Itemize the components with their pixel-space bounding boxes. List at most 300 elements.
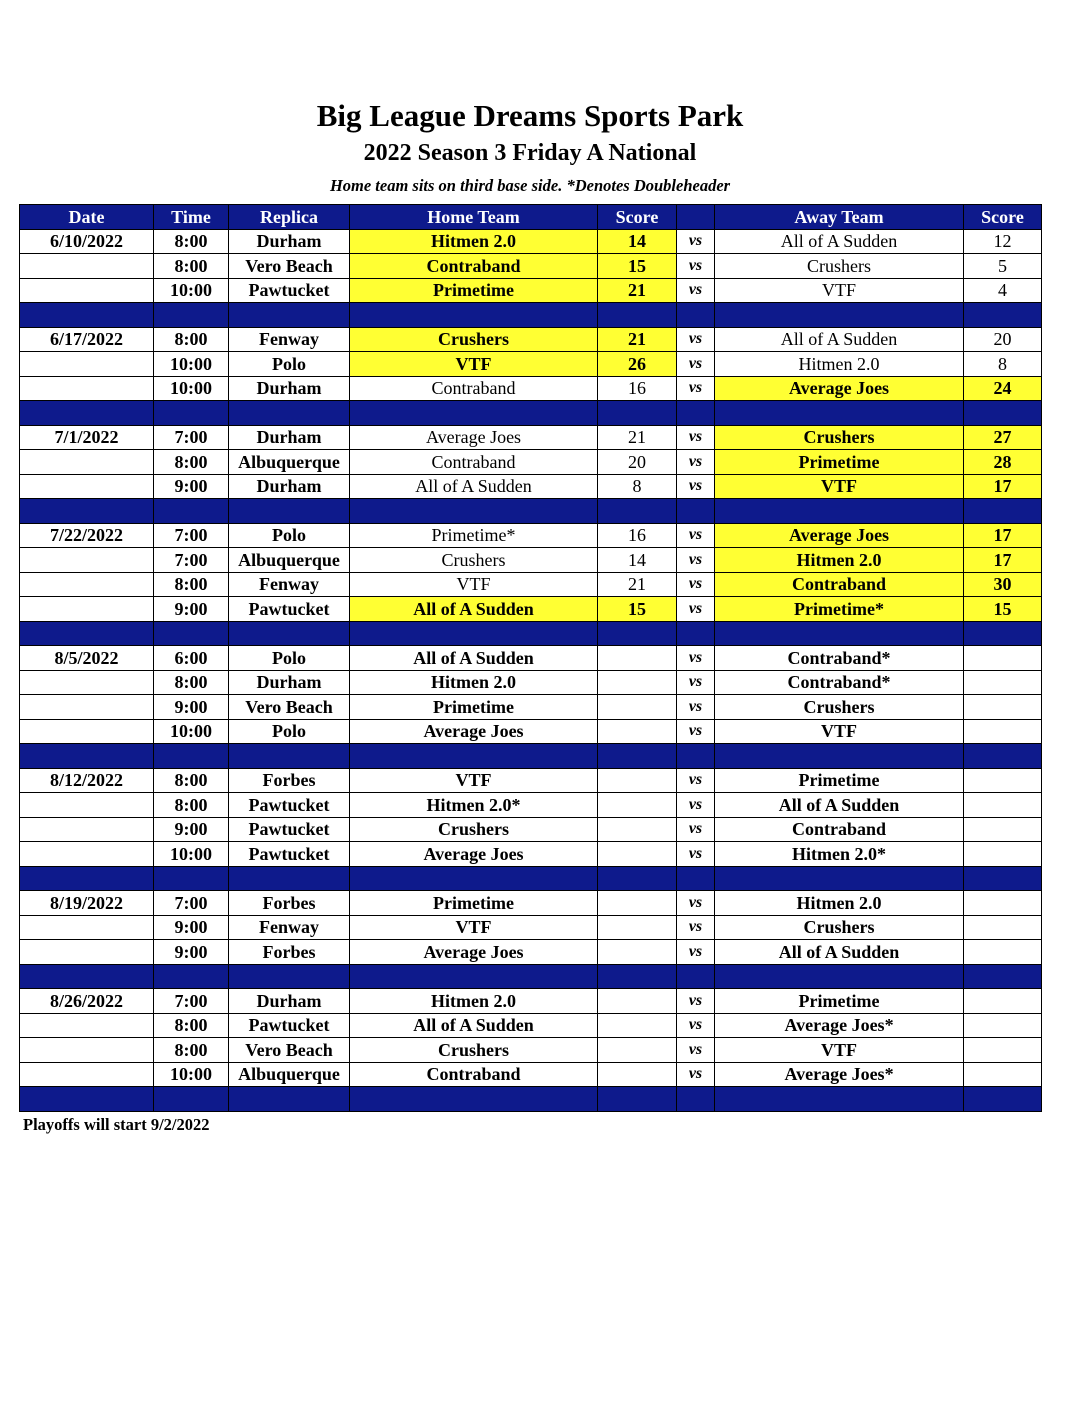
home-team: Primetime* <box>350 523 598 548</box>
away-score <box>964 891 1042 916</box>
away-team: Contraband* <box>715 670 964 695</box>
away-team: Crushers <box>715 425 964 450</box>
game-replica: Albuquerque <box>229 1062 350 1087</box>
game-time: 9:00 <box>154 695 229 720</box>
separator-cell <box>598 499 677 524</box>
vs-label: vs <box>677 817 715 842</box>
home-score <box>598 891 677 916</box>
home-team: Hitmen 2.0 <box>350 229 598 254</box>
game-date: 6/17/2022 <box>20 327 154 352</box>
away-team: VTF <box>715 278 964 303</box>
vs-label: vs <box>677 229 715 254</box>
home-team: Crushers <box>350 327 598 352</box>
separator-cell <box>229 401 350 426</box>
game-date <box>20 793 154 818</box>
away-team: Primetime <box>715 989 964 1014</box>
separator-cell <box>598 1087 677 1112</box>
vs-label: vs <box>677 793 715 818</box>
away-team: Hitmen 2.0 <box>715 891 964 916</box>
game-time: 8:00 <box>154 254 229 279</box>
game-replica: Forbes <box>229 891 350 916</box>
table-row <box>20 548 1042 573</box>
game-replica: Pawtucket <box>229 278 350 303</box>
separator-cell <box>350 744 598 769</box>
separator-cell <box>677 401 715 426</box>
away-score <box>964 768 1042 793</box>
game-replica: Vero Beach <box>229 695 350 720</box>
table-row <box>20 1013 1042 1038</box>
away-score: 8 <box>964 352 1042 377</box>
game-date <box>20 352 154 377</box>
separator-cell <box>715 964 964 989</box>
separator-cell <box>20 866 154 891</box>
home-team: Contraband <box>350 376 598 401</box>
separator-cell <box>964 621 1042 646</box>
schedule-body <box>20 229 1042 1111</box>
table-row <box>20 597 1042 622</box>
col-header-date: Date <box>20 205 154 230</box>
separator-cell <box>677 499 715 524</box>
separator-cell <box>964 866 1042 891</box>
home-team: VTF <box>350 352 598 377</box>
vs-label: vs <box>677 572 715 597</box>
home-score <box>598 817 677 842</box>
table-row <box>20 474 1042 499</box>
page-title: Big League Dreams Sports Park <box>316 98 744 133</box>
home-score: 21 <box>598 425 677 450</box>
col-header-home-score: Score <box>598 205 677 230</box>
game-time: 7:00 <box>154 891 229 916</box>
vs-label: vs <box>677 1062 715 1087</box>
game-date: 7/22/2022 <box>20 523 154 548</box>
game-date: 8/5/2022 <box>20 646 154 671</box>
away-score <box>964 719 1042 744</box>
game-time: 8:00 <box>154 1038 229 1063</box>
table-row <box>20 940 1042 965</box>
game-time: 9:00 <box>154 915 229 940</box>
home-score <box>598 1038 677 1063</box>
game-replica: Polo <box>229 719 350 744</box>
away-team: Contraband* <box>715 646 964 671</box>
home-team: VTF <box>350 572 598 597</box>
game-replica: Vero Beach <box>229 1038 350 1063</box>
table-row <box>20 278 1042 303</box>
table-row <box>20 646 1042 671</box>
game-date <box>20 940 154 965</box>
away-team: Crushers <box>715 254 964 279</box>
vs-label: vs <box>677 278 715 303</box>
game-time: 6:00 <box>154 646 229 671</box>
col-header-vs <box>677 205 715 230</box>
home-team: Hitmen 2.0 <box>350 670 598 695</box>
table-row <box>20 670 1042 695</box>
game-replica: Forbes <box>229 768 350 793</box>
home-team: Crushers <box>350 817 598 842</box>
away-team: Average Joes* <box>715 1062 964 1087</box>
home-score: 14 <box>598 548 677 573</box>
away-team: Hitmen 2.0* <box>715 842 964 867</box>
table-row <box>20 376 1042 401</box>
vs-label: vs <box>677 842 715 867</box>
separator-cell <box>154 499 229 524</box>
away-score <box>964 940 1042 965</box>
home-team: Primetime <box>350 278 598 303</box>
home-team: Hitmen 2.0 <box>350 989 598 1014</box>
game-replica: Pawtucket <box>229 597 350 622</box>
table-row <box>20 989 1042 1014</box>
away-score: 20 <box>964 327 1042 352</box>
separator-cell <box>677 964 715 989</box>
playoffs-note: Playoffs will start 9/2/2022 <box>23 1115 210 1134</box>
separator-cell <box>229 621 350 646</box>
away-score: 17 <box>964 474 1042 499</box>
away-team: VTF <box>715 719 964 744</box>
game-time: 7:00 <box>154 989 229 1014</box>
game-time: 10:00 <box>154 376 229 401</box>
game-replica: Fenway <box>229 327 350 352</box>
away-team: Contraband <box>715 572 964 597</box>
vs-label: vs <box>677 719 715 744</box>
separator-cell <box>229 866 350 891</box>
away-score: 17 <box>964 523 1042 548</box>
vs-label: vs <box>677 940 715 965</box>
game-time: 8:00 <box>154 670 229 695</box>
separator-cell <box>20 964 154 989</box>
separator-cell <box>154 621 229 646</box>
game-replica: Pawtucket <box>229 842 350 867</box>
game-time: 10:00 <box>154 719 229 744</box>
game-date <box>20 474 154 499</box>
home-score <box>598 915 677 940</box>
game-date: 7/1/2022 <box>20 425 154 450</box>
vs-label: vs <box>677 768 715 793</box>
game-time: 10:00 <box>154 352 229 377</box>
game-replica: Polo <box>229 646 350 671</box>
game-date <box>20 817 154 842</box>
home-team: VTF <box>350 915 598 940</box>
separator-cell <box>350 621 598 646</box>
separator-cell <box>229 303 350 328</box>
schedule-table <box>19 204 1042 1112</box>
vs-label: vs <box>677 646 715 671</box>
game-replica: Polo <box>229 352 350 377</box>
game-replica: Durham <box>229 670 350 695</box>
week-separator-row <box>20 401 1042 426</box>
home-score <box>598 670 677 695</box>
game-date: 8/19/2022 <box>20 891 154 916</box>
separator-cell <box>964 744 1042 769</box>
vs-label: vs <box>677 450 715 475</box>
table-row <box>20 450 1042 475</box>
home-score <box>598 1013 677 1038</box>
home-score <box>598 940 677 965</box>
home-team: All of A Sudden <box>350 597 598 622</box>
week-separator-row <box>20 499 1042 524</box>
separator-cell <box>229 1087 350 1112</box>
game-replica: Fenway <box>229 915 350 940</box>
away-score <box>964 1062 1042 1087</box>
separator-cell <box>598 303 677 328</box>
separator-cell <box>20 621 154 646</box>
home-team: Average Joes <box>350 842 598 867</box>
vs-label: vs <box>677 597 715 622</box>
table-row <box>20 327 1042 352</box>
table-header-row <box>20 205 1042 230</box>
game-date: 6/10/2022 <box>20 229 154 254</box>
game-date: 8/12/2022 <box>20 768 154 793</box>
game-date <box>20 572 154 597</box>
schedule-note: Home team sits on third base side. *Denotes Doubleheader <box>329 176 731 195</box>
separator-cell <box>20 401 154 426</box>
away-score <box>964 646 1042 671</box>
game-replica: Fenway <box>229 572 350 597</box>
page-subtitle: 2022 Season 3 Friday A National <box>363 140 697 166</box>
separator-cell <box>350 866 598 891</box>
col-header-away-score: Score <box>964 205 1042 230</box>
table-row <box>20 1038 1042 1063</box>
separator-cell <box>229 964 350 989</box>
vs-label: vs <box>677 1038 715 1063</box>
table-row <box>20 719 1042 744</box>
table-row <box>20 572 1042 597</box>
vs-label: vs <box>677 327 715 352</box>
home-score: 21 <box>598 572 677 597</box>
away-team: Crushers <box>715 695 964 720</box>
game-replica: Polo <box>229 523 350 548</box>
separator-cell <box>677 303 715 328</box>
away-team: Hitmen 2.0 <box>715 548 964 573</box>
away-score: 5 <box>964 254 1042 279</box>
home-score <box>598 768 677 793</box>
vs-label: vs <box>677 989 715 1014</box>
table-row <box>20 891 1042 916</box>
separator-cell <box>964 401 1042 426</box>
vs-label: vs <box>677 474 715 499</box>
separator-cell <box>598 744 677 769</box>
home-team: Primetime <box>350 695 598 720</box>
away-score <box>964 817 1042 842</box>
separator-cell <box>154 303 229 328</box>
separator-cell <box>350 499 598 524</box>
game-time: 9:00 <box>154 474 229 499</box>
table-row <box>20 768 1042 793</box>
game-time: 8:00 <box>154 1013 229 1038</box>
home-team: Average Joes <box>350 940 598 965</box>
separator-cell <box>154 866 229 891</box>
game-time: 8:00 <box>154 768 229 793</box>
away-team: All of A Sudden <box>715 940 964 965</box>
separator-cell <box>715 401 964 426</box>
separator-cell <box>229 744 350 769</box>
table-row <box>20 352 1042 377</box>
home-score <box>598 646 677 671</box>
away-team: All of A Sudden <box>715 793 964 818</box>
game-time: 7:00 <box>154 523 229 548</box>
game-time: 8:00 <box>154 327 229 352</box>
vs-label: vs <box>677 1013 715 1038</box>
vs-label: vs <box>677 254 715 279</box>
separator-cell <box>154 964 229 989</box>
game-replica: Vero Beach <box>229 254 350 279</box>
separator-cell <box>598 401 677 426</box>
separator-cell <box>715 499 964 524</box>
game-replica: Pawtucket <box>229 1013 350 1038</box>
game-replica: Durham <box>229 989 350 1014</box>
away-team: Average Joes* <box>715 1013 964 1038</box>
home-team: Average Joes <box>350 425 598 450</box>
away-score: 12 <box>964 229 1042 254</box>
table-row <box>20 695 1042 720</box>
game-replica: Albuquerque <box>229 450 350 475</box>
separator-cell <box>715 621 964 646</box>
table-row <box>20 817 1042 842</box>
game-date <box>20 670 154 695</box>
game-time: 10:00 <box>154 278 229 303</box>
home-score: 16 <box>598 523 677 548</box>
home-team: Contraband <box>350 254 598 279</box>
game-time: 8:00 <box>154 450 229 475</box>
home-score: 20 <box>598 450 677 475</box>
game-date <box>20 376 154 401</box>
game-replica: Pawtucket <box>229 817 350 842</box>
home-score <box>598 842 677 867</box>
separator-cell <box>598 621 677 646</box>
home-team: VTF <box>350 768 598 793</box>
away-team: Primetime <box>715 768 964 793</box>
vs-label: vs <box>677 548 715 573</box>
table-row <box>20 793 1042 818</box>
home-score <box>598 695 677 720</box>
week-separator-row <box>20 744 1042 769</box>
vs-label: vs <box>677 695 715 720</box>
home-score: 15 <box>598 597 677 622</box>
separator-cell <box>598 964 677 989</box>
game-date <box>20 450 154 475</box>
separator-cell <box>350 401 598 426</box>
separator-cell <box>677 744 715 769</box>
vs-label: vs <box>677 523 715 548</box>
game-date: 8/26/2022 <box>20 989 154 1014</box>
home-score: 26 <box>598 352 677 377</box>
separator-cell <box>350 1087 598 1112</box>
col-header-time: Time <box>154 205 229 230</box>
table-row <box>20 425 1042 450</box>
week-separator-row <box>20 964 1042 989</box>
home-score <box>598 719 677 744</box>
game-date <box>20 842 154 867</box>
vs-label: vs <box>677 376 715 401</box>
away-team: Contraband <box>715 817 964 842</box>
game-time: 7:00 <box>154 548 229 573</box>
game-replica: Durham <box>229 376 350 401</box>
home-score: 14 <box>598 229 677 254</box>
home-score: 16 <box>598 376 677 401</box>
home-team: Contraband <box>350 1062 598 1087</box>
col-header-away-team: Away Team <box>715 205 964 230</box>
game-date <box>20 719 154 744</box>
away-score <box>964 989 1042 1014</box>
separator-cell <box>715 1087 964 1112</box>
away-score: 28 <box>964 450 1042 475</box>
game-replica: Durham <box>229 229 350 254</box>
week-separator-row <box>20 1087 1042 1112</box>
away-team: VTF <box>715 474 964 499</box>
game-date <box>20 548 154 573</box>
away-team: All of A Sudden <box>715 229 964 254</box>
home-score <box>598 793 677 818</box>
away-team: Primetime <box>715 450 964 475</box>
home-score: 8 <box>598 474 677 499</box>
table-row <box>20 229 1042 254</box>
separator-cell <box>229 499 350 524</box>
separator-cell <box>715 303 964 328</box>
vs-label: vs <box>677 425 715 450</box>
away-score: 17 <box>964 548 1042 573</box>
game-date <box>20 1013 154 1038</box>
game-replica: Forbes <box>229 940 350 965</box>
game-time: 10:00 <box>154 842 229 867</box>
game-time: 9:00 <box>154 817 229 842</box>
home-team: Contraband <box>350 450 598 475</box>
separator-cell <box>350 303 598 328</box>
away-score: 24 <box>964 376 1042 401</box>
game-date <box>20 254 154 279</box>
game-replica: Durham <box>229 425 350 450</box>
separator-cell <box>677 1087 715 1112</box>
separator-cell <box>20 1087 154 1112</box>
week-separator-row <box>20 621 1042 646</box>
game-time: 8:00 <box>154 572 229 597</box>
home-team: Crushers <box>350 548 598 573</box>
game-time: 7:00 <box>154 425 229 450</box>
game-date <box>20 1038 154 1063</box>
game-date <box>20 695 154 720</box>
table-row <box>20 1062 1042 1087</box>
separator-cell <box>154 1087 229 1112</box>
away-team: All of A Sudden <box>715 327 964 352</box>
away-score: 27 <box>964 425 1042 450</box>
separator-cell <box>598 866 677 891</box>
home-team: All of A Sudden <box>350 474 598 499</box>
away-score <box>964 915 1042 940</box>
game-time: 8:00 <box>154 229 229 254</box>
game-replica: Pawtucket <box>229 793 350 818</box>
game-date <box>20 1062 154 1087</box>
away-score <box>964 793 1042 818</box>
home-team: Average Joes <box>350 719 598 744</box>
vs-label: vs <box>677 352 715 377</box>
separator-cell <box>715 866 964 891</box>
separator-cell <box>715 744 964 769</box>
game-time: 10:00 <box>154 1062 229 1087</box>
separator-cell <box>20 303 154 328</box>
game-date <box>20 915 154 940</box>
game-time: 9:00 <box>154 940 229 965</box>
vs-label: vs <box>677 915 715 940</box>
away-team: Average Joes <box>715 376 964 401</box>
home-score: 21 <box>598 327 677 352</box>
away-score <box>964 695 1042 720</box>
away-score: 15 <box>964 597 1042 622</box>
home-team: Primetime <box>350 891 598 916</box>
separator-cell <box>964 499 1042 524</box>
separator-cell <box>20 744 154 769</box>
vs-label: vs <box>677 670 715 695</box>
away-score: 30 <box>964 572 1042 597</box>
separator-cell <box>154 401 229 426</box>
week-separator-row <box>20 303 1042 328</box>
table-row <box>20 254 1042 279</box>
